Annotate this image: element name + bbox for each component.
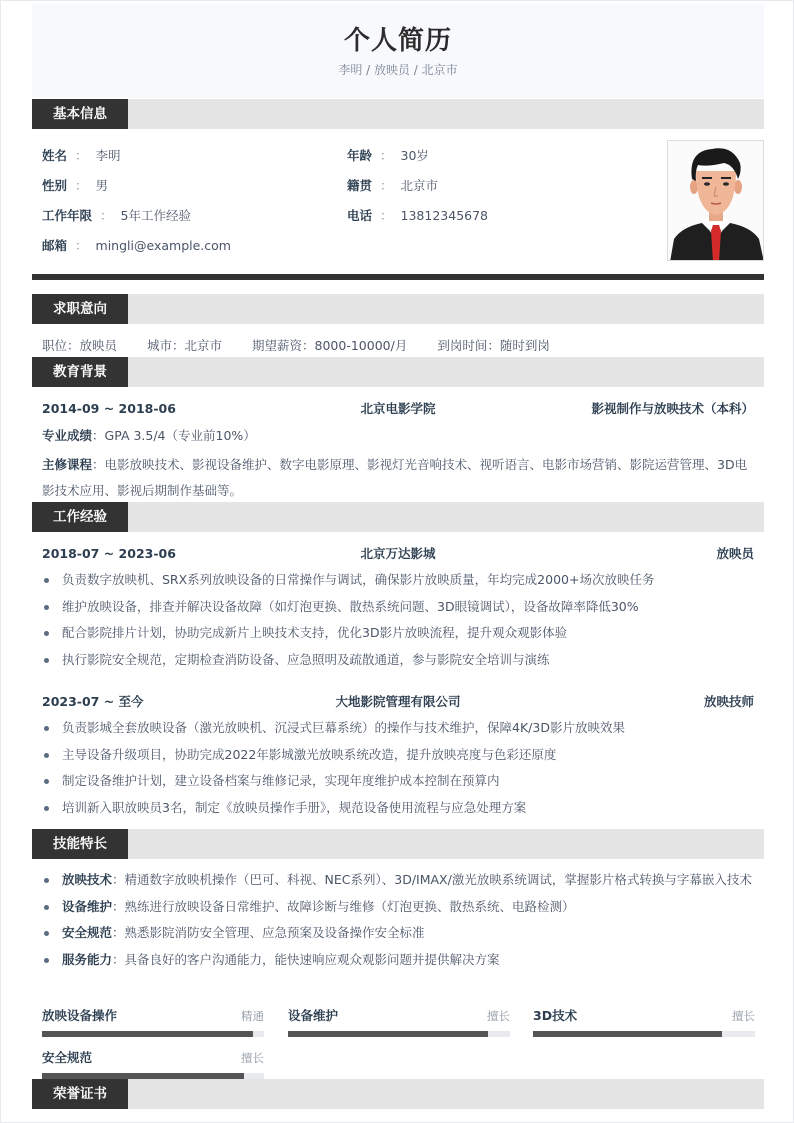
work-period: 2023-07 ~ 至今 [42, 694, 144, 709]
list-item: 培训新入职放映员3名，制定《放映员操作手册》，规范设备使用流程与应急处理方案 [42, 795, 758, 822]
info-experience-years: 工作年限 ： 5年工作经验 [42, 208, 191, 223]
info-phone: 电话 ： 13812345678 [347, 208, 489, 223]
info-gender: 性别 ： 男 [42, 178, 109, 193]
list-item: 负责影城全套放映设备（激光放映机、沉浸式巨幕系统）的操作与技术维护，保障4K/3D影片放映效果 [42, 715, 758, 742]
work-role: 放映技师 [703, 694, 754, 709]
list-item: 制定设备维护计划，建立设备档案与维修记录，实现年度维护成本控制在预算内 [42, 768, 758, 795]
section-header-intent [32, 294, 764, 324]
education-grade: 专业成绩：GPA 3.5/4（专业前10%） [42, 428, 256, 443]
section-title: 基本信息 [32, 99, 128, 129]
work-role: 放映员 [716, 546, 754, 561]
skill-list [42, 867, 758, 973]
list-item: 维护放映设备，排查并解决设备故障（如灯泡更换、散热系统问题、3D眼镜调试），设备故障率降低30% [42, 594, 758, 621]
list-item: 安全规范：熟悉影院消防安全管理、应急预案及设备操作安全标准 [42, 920, 758, 947]
section-header-work [32, 502, 764, 532]
company-name: 北京万达影城 [360, 546, 436, 561]
job-intent-row [42, 337, 580, 355]
section-header-skills [32, 829, 764, 859]
section-header-basic [32, 99, 764, 129]
skill-progress-fill [288, 1031, 488, 1037]
education-row [42, 400, 754, 418]
skill-bar: 设备维护 擅长 [288, 1007, 510, 1041]
email-link[interactable]: mingli@example.com [95, 238, 231, 253]
section-title: 技能特长 [32, 829, 128, 859]
work-period: 2018-07 ~ 2023-06 [42, 546, 176, 561]
intent-salary: 期望薪资：8000-10000/月 [252, 338, 408, 353]
skill-bar: 放映设备操作 精通 [42, 1007, 264, 1041]
skill-progress-fill [42, 1031, 253, 1037]
info-age: 年龄 ： 30岁 [347, 148, 429, 163]
info-email: 邮箱 ： mingli@example.com [42, 238, 231, 253]
school-name: 北京电影学院 [360, 401, 436, 416]
list-item: 执行影院安全规范，定期检查消防设备、应急照明及疏散通道，参与影院安全培训与演练 [42, 647, 758, 674]
section-divider [32, 274, 764, 280]
intent-position: 职位：放映员 [42, 338, 118, 353]
list-item: 负责数字放映机、SRX系列放映设备的日常操作与调试，确保影片放映质量，年均完成2000+场次放映任务 [42, 567, 758, 594]
intent-city: 城市：北京市 [147, 338, 223, 353]
section-title: 工作经验 [32, 502, 128, 532]
education-period: 2014-09 ~ 2018-06 [42, 401, 176, 416]
skill-progress-track [42, 1031, 264, 1037]
intent-availability: 到岗时间：随时到岗 [437, 338, 550, 353]
skill-progress-track [533, 1031, 755, 1037]
section-header-education [32, 357, 764, 387]
section-header-honors [32, 1079, 764, 1109]
section-title: 教育背景 [32, 357, 128, 387]
page-subtitle: 李明 / 放映员 / 北京市 [338, 63, 458, 77]
work-row-2 [42, 693, 754, 711]
skill-progress-track [288, 1031, 510, 1037]
education-major: 影视制作与放映技术（本科） [591, 401, 754, 416]
work-2-duties [42, 715, 758, 821]
company-name: 大地影院管理有限公司 [335, 694, 461, 709]
education-courses: 主修课程：电影放映技术、影视设备维护、数字电影原理、影视灯光音响技术、视听语言、电影市场营销、影院运营管理、3D电影技术应用、影视后期制作基础等。 [42, 457, 748, 498]
list-item: 服务能力：具备良好的客户沟通能力，能快速响应观众观影问题并提供解决方案 [42, 947, 758, 974]
list-item: 配合影院排片计划，协助完成新片上映技术支持，优化3D影片放映流程，提升观众观影体验 [42, 620, 758, 647]
info-hometown: 籍贯 ： 北京市 [347, 178, 439, 193]
avatar-illustration-icon [668, 141, 764, 261]
list-item: 设备维护：熟练进行放映设备日常维护、故障诊断与维修（灯泡更换、散热系统、电路检测） [42, 894, 758, 921]
list-item: 主导设备升级项目，协助完成2022年影城激光放映系统改造，提升放映亮度与色彩还原度 [42, 742, 758, 769]
work-1-duties [42, 567, 758, 673]
profile-photo [667, 140, 764, 261]
section-title: 荣誉证书 [32, 1079, 128, 1109]
section-title: 求职意向 [32, 294, 128, 324]
page-title: 个人简历 [343, 26, 452, 56]
skill-bar: 3D技术 擅长 [533, 1007, 755, 1041]
skill-bar: 安全规范 擅长 [42, 1049, 264, 1083]
skill-progress-fill [533, 1031, 722, 1037]
info-name: 姓名 ： 李明 [42, 148, 121, 163]
work-row-1 [42, 545, 754, 563]
list-item: 放映技术：精通数字放映机操作（巴可、科视、NEC系列）、3D/IMAX/激光放映系统调试，掌握影片格式转换与字幕嵌入技术 [42, 867, 758, 894]
resume-header [32, 4, 764, 98]
